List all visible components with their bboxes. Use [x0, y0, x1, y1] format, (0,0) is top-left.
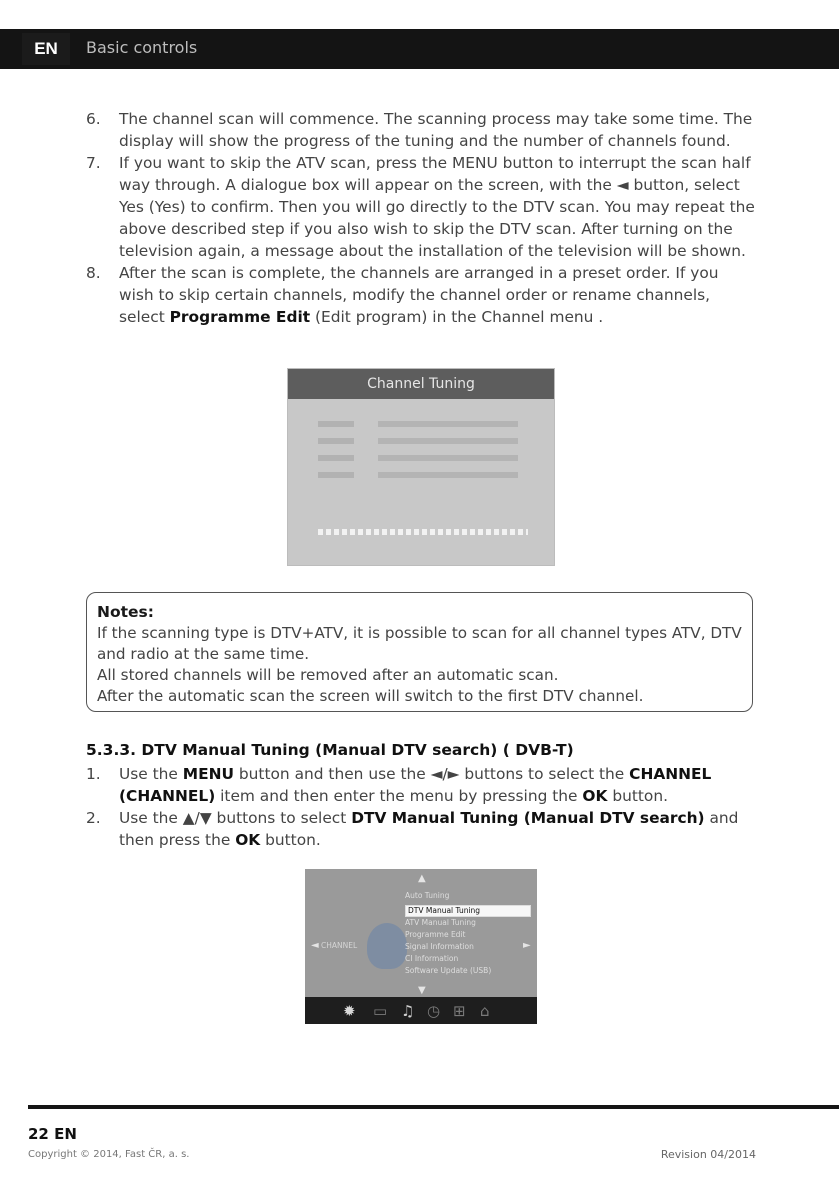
menu-item[interactable]: Software Update (USB) [405, 966, 492, 975]
notes-box [86, 592, 753, 712]
right-arrow-icon: ► [523, 940, 531, 951]
satellite-icon [367, 923, 407, 969]
list-item [86, 262, 756, 328]
language-badge: EN [22, 33, 70, 65]
list-item [86, 152, 756, 262]
menu-item[interactable]: ATV Manual Tuning [405, 918, 476, 927]
left-arrow-icon: ◄ [616, 176, 629, 194]
list-item [86, 763, 756, 807]
step-text: buttons to select the [459, 765, 630, 783]
screen-title: Channel Tuning [288, 369, 554, 399]
note-line: If the scanning type is DTV+ATV, it is possible to scan for all channel types ATV, DTV and radio at the same time. [97, 624, 742, 663]
channel-tuning-screenshot [287, 368, 555, 566]
menu-item[interactable]: Programme Edit [405, 930, 466, 939]
bold-term: DTV Manual Tuning (Manual DTV search) [351, 809, 705, 827]
gear-icon[interactable]: ✹ [343, 1002, 356, 1020]
step-number: 1. [86, 765, 101, 783]
step-list-b [86, 763, 756, 851]
step-number: 6. [86, 110, 101, 128]
section-heading: 5.3.3. DTV Manual Tuning (Manual DTV search) ( DVB-T) [86, 741, 574, 759]
step-text: and then press the [119, 809, 739, 849]
music-icon[interactable]: ♫ [401, 1002, 415, 1020]
step-text: buttons to select [211, 809, 352, 827]
list-item [86, 807, 756, 851]
bold-term: Programme Edit [169, 308, 311, 326]
step-text: If you want to skip the ATV scan, press the MENU button to interrupt the scan half way through. A dialogue box will appear on the screen, with the [119, 154, 751, 194]
clock-icon[interactable]: ◷ [427, 1002, 441, 1020]
step-text: button. [260, 831, 321, 849]
step-text: button. [607, 787, 668, 805]
page-number: 22 EN [28, 1125, 77, 1143]
up-arrow-icon: ▲ [418, 873, 426, 884]
step-number: 2. [86, 809, 101, 827]
step-list-a [86, 108, 756, 328]
menu-item[interactable]: Auto Tuning [405, 891, 450, 900]
step-number: 7. [86, 154, 101, 172]
step-number: 8. [86, 264, 101, 282]
tuning-row [318, 436, 518, 446]
step-text: The channel scan will commence. The scanning process may take some time. The display will show the progress of the tuning and the number of channels found. [119, 110, 753, 150]
tv-icon[interactable]: ▭ [373, 1002, 388, 1020]
left-right-arrows-icon: ◄/► [430, 765, 460, 783]
bold-term: MENU [182, 765, 235, 783]
menu-category-label: CHANNEL [321, 941, 358, 950]
menu-icon-bar [305, 997, 537, 1024]
list-item [86, 108, 756, 152]
revision: Revision 04/2014 [660, 1148, 756, 1161]
step-text: Use the [119, 765, 183, 783]
menu-item-selected[interactable]: DTV Manual Tuning [405, 905, 531, 917]
step-text: button and then use the [234, 765, 431, 783]
down-arrow-icon: ▼ [418, 985, 426, 996]
grid-icon[interactable]: ⊞ [453, 1002, 466, 1020]
copyright: Copyright © 2014, Fast ČR, a. s. [28, 1149, 190, 1160]
notes-title: Notes: [97, 603, 154, 621]
bold-term: CHANNEL (CHANNEL) [119, 765, 712, 805]
tuning-row [318, 453, 518, 463]
step-text: (Edit program) in the Channel menu . [310, 308, 604, 326]
menu-item[interactable]: CI Information [405, 954, 459, 963]
step-text: item and then enter the menu by pressing the [215, 787, 583, 805]
up-down-arrows-icon: ▲/▼ [182, 809, 212, 827]
step-text: After the scan is complete, the channels are arranged in a preset order. If you wish to skip certain channels, modify the channel order or rename channels, select [119, 264, 719, 326]
channel-menu-screenshot [305, 869, 537, 1024]
menu-item[interactable]: Signal Information [405, 942, 474, 951]
left-arrow-icon: ◄ [311, 940, 319, 951]
note-line: After the automatic scan the screen will switch to the first DTV channel. [97, 687, 644, 705]
bold-term: OK [235, 831, 261, 849]
footer-divider [28, 1105, 839, 1109]
step-text: Use the [119, 809, 183, 827]
bold-term: OK [582, 787, 608, 805]
step-text: button, select Yes (Yes) to confirm. Then you will go directly to the DTV scan. You may repeat the above described step if you also wish to skip the DTV scan. After turning on the television again, a message about the installation of the television will be shown. [119, 176, 755, 260]
tuning-row [318, 470, 518, 480]
tuning-row [318, 419, 518, 429]
scan-progress-bar [318, 529, 528, 535]
section-title: Basic controls [86, 38, 198, 57]
lock-icon[interactable]: ⌂ [480, 1002, 490, 1020]
note-line: All stored channels will be removed after an automatic scan. [97, 666, 559, 684]
